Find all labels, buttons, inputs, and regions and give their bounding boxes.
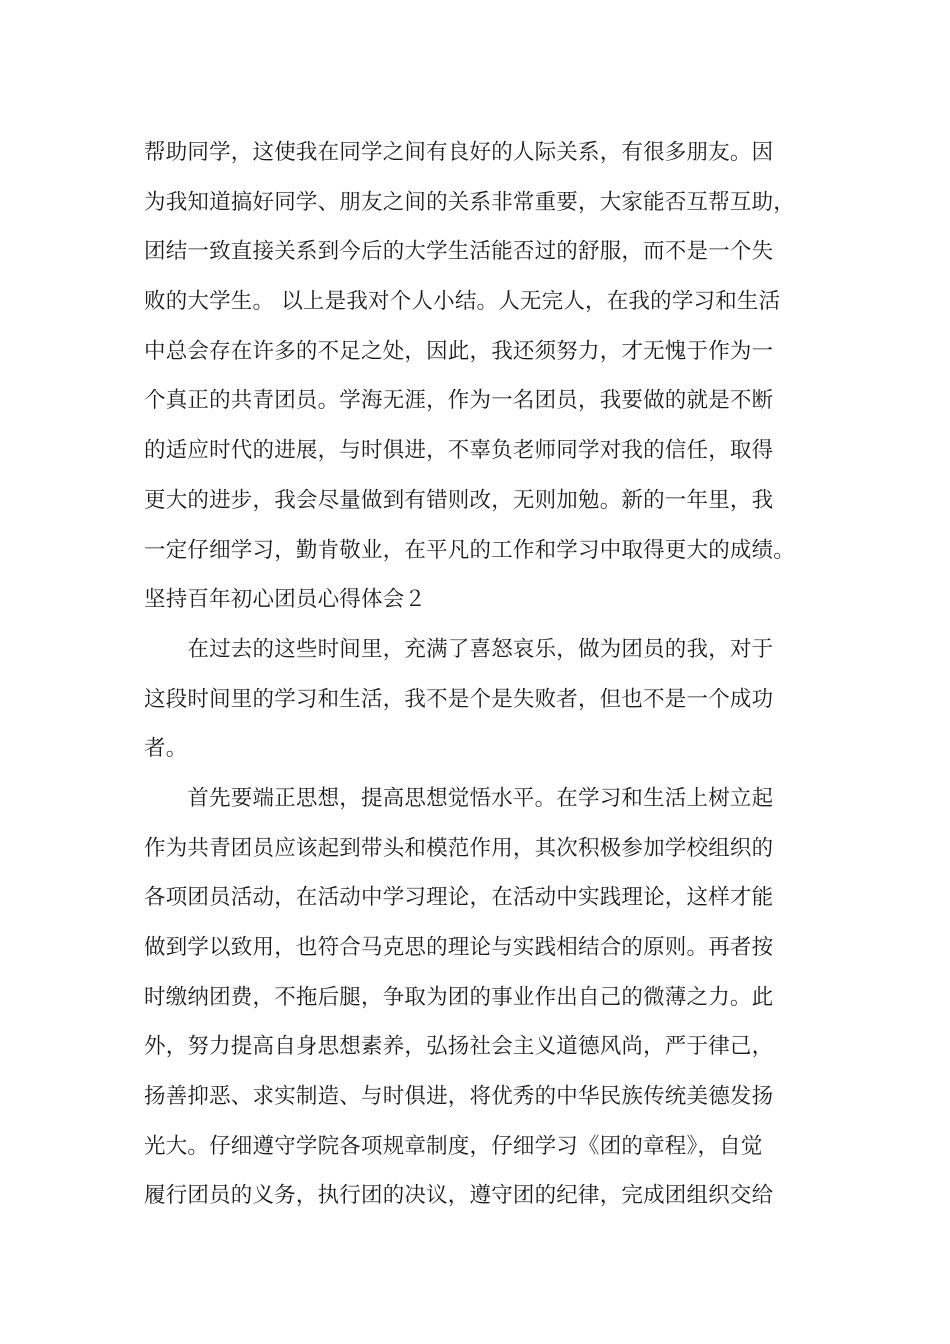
text-line-22: 履行团员的义务，执行团的决议，遵守团的纪律，完成团组织交给 [144,1183,774,1209]
text-line-8: 更大的进步，我会尽量做到有错则改，无则加勉。新的一年里，我 [144,487,774,513]
text-line-16: 各项团员活动，在活动中学习理论，在活动中实践理论，这样才能 [144,885,774,911]
text-line-1: 帮助同学，这使我在同学之间有良好的人际关系，有很多朋友。因 [144,140,774,165]
text-line-17: 做到学以致用，也符合马克思的理论与实践相结合的原则。再者按 [144,935,774,960]
text-line-9: 一定仔细学习，勤肯敬业，在平凡的工作和学习中取得更大的成绩。 [144,537,796,563]
text-line-12: 这段时间里的学习和生活，我不是个是失败者，但也不是一个成功 [144,686,774,712]
text-line-11: 在过去的这些时间里，充满了喜怒哀乐，做为团员的我，对于 [144,636,774,662]
text-line-21: 光大。仔细遵守学院各项规章制度，仔细学习《团的章程》，自觉 [144,1133,763,1159]
text-line-2: 为我知道搞好同学、朋友之间的关系非常重要，大家能否互帮互助， [144,189,796,215]
text-line-3: 团结一致直接关系到今后的大学生活能否过的舒服，而不是一个失 [144,239,774,265]
text-line-20: 扬善抑恶、求实制造、与时俱进，将优秀的中华民族传统美德发扬 [144,1084,774,1110]
text-line-14: 首先要端正思想，提高思想觉悟水平。在学习和生活上树立起 [144,785,774,811]
text-line-19: 外，努力提高自身思想素养，弘扬社会主义道德风尚，严于律己， [144,1034,774,1060]
text-line-13: 者。 [144,736,188,762]
section-heading: 坚持百年初心团员心得体会２ [144,587,427,613]
text-line-6: 个真正的共青团员。学海无涯，作为一名团员，我要做的就是不断 [144,388,774,414]
text-line-4: 败的大学生。 以上是我对个人小结。人无完人，在我的学习和生活 [144,289,781,315]
text-line-18: 时缴纳团费，不拖后腿，争取为团的事业作出自己的微薄之力。此 [144,984,774,1010]
text-line-5: 中总会存在许多的不足之处，因此，我还须努力，才无愧于作为一 [144,338,774,364]
text-line-15: 作为共青团员应该起到带头和模范作用，其次积极参加学校组织的 [144,835,774,861]
text-line-7: 的适应时代的进展，与时俱进，不辜负老师同学对我的信任，取得 [144,438,774,464]
document-body [144,128,824,1221]
